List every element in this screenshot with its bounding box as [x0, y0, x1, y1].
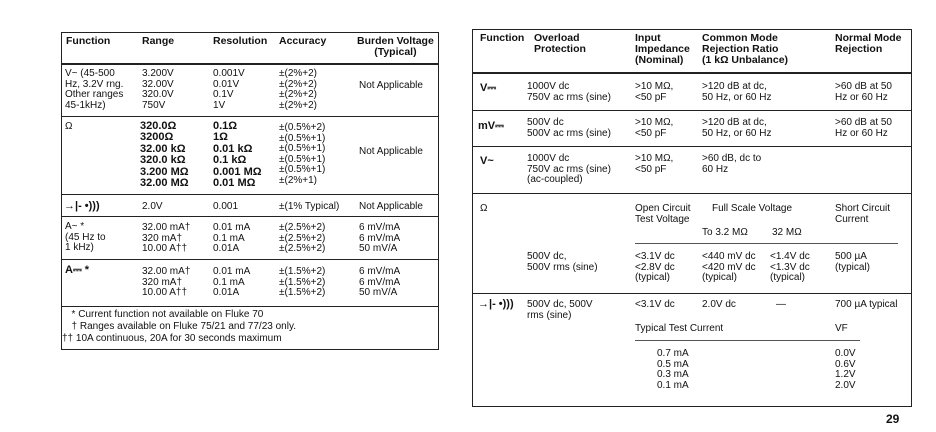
- left-footnote-rule: [61, 306, 439, 307]
- right-header-rule: [472, 72, 912, 74]
- right-header-nmr: Normal Mode Rejection: [835, 32, 902, 55]
- right-diode-vf-values: 0.0V 0.6V 1.2V 2.0V: [835, 348, 856, 391]
- right-diode-currents: 0.7 mA 0.5 mA 0.3 mA 0.1 mA: [657, 348, 689, 391]
- right-row-divider: [472, 293, 912, 294]
- right-ohm-open-values: <3.1V dc <2.8V dc (typical): [635, 251, 675, 284]
- left-row-ohm-range: 320.0Ω 3200Ω 32.00 kΩ 320.0 kΩ 3.200 MΩ 32.00 MΩ: [140, 120, 189, 190]
- right-row-mvdc-input: >10 MΩ, <50 pF: [635, 117, 674, 139]
- right-row-mvdc-overload: 500V dc 500V ac rms (sine): [527, 117, 611, 139]
- right-header-input: Input Impedance (Nominal): [635, 32, 690, 66]
- right-row-mvdc-function: mV⎓: [478, 120, 504, 132]
- right-row-diode-function: →|- •))): [478, 298, 514, 310]
- page-number: 29: [886, 412, 900, 426]
- left-row-vac-function: V~ (45-500 Hz, 3.2V rng. Other ranges 45-1kHz): [65, 68, 124, 111]
- right-ohm-open-circuit-label: Open Circuit Test Voltage: [635, 203, 691, 225]
- left-row-divider: [61, 116, 439, 117]
- right-row-ohm-function: Ω: [480, 203, 488, 214]
- right-row-vac-function: V~: [480, 155, 494, 167]
- left-row-ohm-function: Ω: [65, 121, 73, 132]
- left-header-range: Range: [142, 35, 175, 47]
- left-row-diode-resolution: 0.001: [213, 201, 239, 212]
- left-row-vac-resolution: 0.001V 0.01V 0.1V 1V: [213, 68, 245, 111]
- right-row-vdc-input: >10 MΩ, <50 pF: [635, 81, 674, 103]
- left-row-adc-accuracy: ±(1.5%+2) ±(1.5%+2) ±(1.5%+2): [279, 266, 326, 299]
- right-diode-test-current-label: Typical Test Current: [635, 323, 724, 334]
- left-row-aac-range: 32.00 mA† 320 mA† 10.00 A††: [142, 222, 191, 255]
- right-diode-dash: —: [776, 299, 786, 310]
- left-row-ohm-accuracy: ±(0.5%+2) ±(0.5%+1) ±(0.5%+1) ±(0.5%+1) ±(0.5%+1) ±(2%+1): [279, 122, 326, 186]
- left-row-vac-accuracy: ±(2%+2) ±(2%+2) ±(2%+2) ±(2%+2): [279, 68, 318, 111]
- right-ohm-32m-values: <1.4V dc <1.3V dc (typical): [770, 251, 810, 284]
- right-diode-overload: 500V dc, 500V rms (sine): [527, 299, 593, 321]
- left-header-accuracy: Accuracy: [279, 35, 327, 47]
- right-row-divider: [472, 146, 912, 147]
- left-row-aac-function: A~ * (45 Hz to 1 kHz): [65, 221, 106, 254]
- left-row-aac-burden: 6 mV/mA 6 mV/mA 50 mV/A: [359, 222, 401, 255]
- right-ohm-fs-values: <440 mV dc <420 mV dc (typical): [702, 251, 756, 284]
- left-header-rule: [61, 63, 439, 65]
- left-row-diode-function: →|- •))): [64, 200, 100, 212]
- left-header-function: Function: [66, 35, 111, 47]
- left-row-adc-range: 32.00 mA† 320 mA† 10.00 A††: [142, 266, 191, 299]
- right-ohm-short-circuit-label: Short Circuit Current: [835, 203, 891, 225]
- right-row-vdc-cmr: >120 dB at dc, 50 Hz, or 60 Hz: [702, 81, 772, 103]
- left-row-vac-burden: Not Applicable: [359, 80, 423, 91]
- right-row-divider: [472, 193, 912, 194]
- right-header-overload: Overload Protection: [534, 32, 586, 55]
- right-ohm-to-3.2m: To 3.2 MΩ: [702, 227, 748, 238]
- footnote-current: * Current function not available on Fluke 70: [66, 309, 264, 320]
- right-row-vac-input: >10 MΩ, <50 pF: [635, 153, 674, 175]
- left-header-burden: Burden Voltage (Typical): [357, 35, 434, 58]
- left-row-vac-range: 3.200V 32.00V 320.0V 750V: [142, 68, 174, 111]
- left-row-diode-burden: Not Applicable: [359, 201, 423, 212]
- left-row-adc-function: A⎓ *: [65, 264, 90, 276]
- right-row-vdc-function: V⎓: [480, 82, 497, 94]
- right-diode-open: <3.1V dc: [635, 299, 675, 310]
- left-row-divider: [61, 216, 439, 217]
- right-ohm-short-values: 500 µA (typical): [835, 251, 871, 273]
- right-ohm-full-scale-label: Full Scale Voltage: [712, 203, 793, 214]
- left-row-ohm-burden: Not Applicable: [359, 146, 423, 157]
- left-row-adc-resolution: 0.01 mA 0.1 mA 0.01A: [213, 266, 251, 299]
- left-row-diode-accuracy: ±(1% Typical): [279, 201, 340, 212]
- right-diode-subheader-rule: [635, 340, 860, 341]
- left-header-resolution: Resolution: [213, 35, 268, 47]
- right-row-vdc-overload: 1000V dc 750V ac rms (sine): [527, 81, 611, 103]
- right-ohm-subheader-rule: [635, 243, 898, 244]
- right-row-vac-overload: 1000V dc 750V ac rms (sine) (ac-coupled): [527, 153, 611, 186]
- right-diode-full-scale: 2.0V dc: [702, 299, 736, 310]
- right-header-cmr: Common Mode Rejection Ratio (1 kΩ Unbalance): [702, 32, 789, 66]
- footnote-10a: †† 10A continuous, 20A for 30 seconds maximum: [62, 333, 282, 344]
- right-row-divider: [472, 110, 912, 111]
- left-row-aac-accuracy: ±(2.5%+2) ±(2.5%+2) ±(2.5%+2): [279, 222, 326, 255]
- right-header-function: Function: [480, 32, 525, 44]
- right-diode-short: 700 µA typical: [835, 299, 898, 310]
- right-row-mvdc-cmr: >120 dB at dc, 50 Hz, or 60 Hz: [702, 117, 772, 139]
- footnote-ranges: † Ranges available on Fluke 75/21 and 77/23 only.: [66, 321, 296, 332]
- right-row-vac-cmr: >60 dB, dc to 60 Hz: [702, 153, 762, 175]
- right-ohm-32m: 32 MΩ: [772, 227, 802, 238]
- left-row-diode-range: 2.0V: [142, 201, 163, 212]
- left-row-divider: [61, 259, 439, 260]
- right-row-mvdc-nmr: >60 dB at 50 Hz or 60 Hz: [835, 117, 892, 139]
- right-diode-vf-label: VF: [835, 323, 848, 334]
- left-row-divider: [61, 194, 439, 195]
- left-row-adc-burden: 6 mV/mA 6 mV/mA 50 mV/A: [359, 266, 401, 299]
- right-ohm-overload: 500V dc, 500V rms (sine): [527, 251, 598, 273]
- left-row-ohm-resolution: 0.1Ω 1Ω 0.01 kΩ 0.1 kΩ 0.001 MΩ 0.01 MΩ: [213, 120, 262, 190]
- right-row-vdc-nmr: >60 dB at 50 Hz or 60 Hz: [835, 81, 892, 103]
- left-row-aac-resolution: 0.01 mA 0.1 mA 0.01A: [213, 222, 251, 255]
